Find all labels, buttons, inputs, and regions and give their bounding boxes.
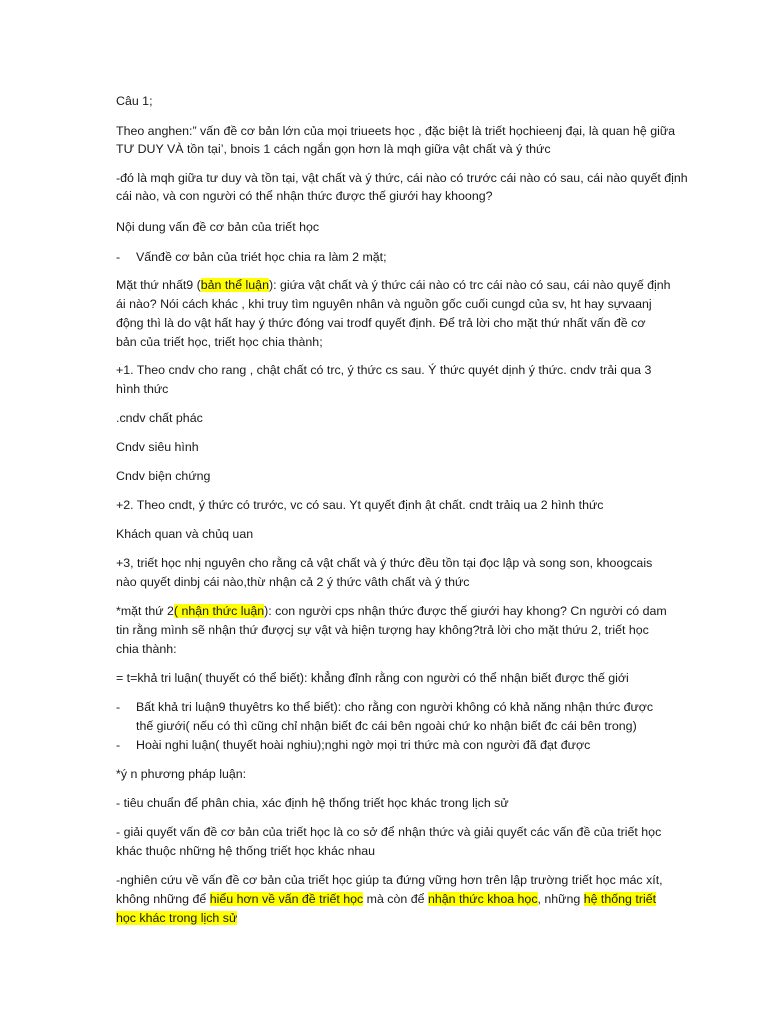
- paragraph-line: - tiêu chuẩn để phân chia, xác định hệ thống triết học khác trong lịch sử: [116, 796, 509, 810]
- paragraph-line: TƯ DUY VÀ tồn tại’, bnois 1 cách ngắn gọn hơn là mqh giữa vật chất và ý thức: [116, 142, 551, 156]
- bullet-text: Vấnđề cơ bản của triét học chia ra làm 2 mặt;: [136, 250, 387, 264]
- paragraph-line: hình thức: [116, 382, 169, 396]
- paragraph-line: - giải quyết vấn đề cơ bản của triết học là co sở để nhận thức và giải quyết các vấn đề của triết học: [116, 825, 662, 839]
- text-run: ): con người cps nhận thức được thế giưới hay khong? Cn người có dam: [264, 604, 667, 618]
- paragraph-line: Cndv biện chứng: [116, 469, 211, 483]
- paragraph-line: Nội dung vấn đề cơ bản của triết học: [116, 220, 320, 234]
- paragraph-line: động thì là do vật hất hay ý thức đóng vai trodf quyết định. Để trả lời cho mặt thứ nhất vấn đề cơ: [116, 316, 646, 330]
- paragraph-line: nào quyết dinbj cái nào,thừ nhận cả 2 ý thức vâth chất và ý thức: [116, 575, 470, 589]
- text-run: Mặt thứ nhất9 (: [116, 278, 201, 292]
- bullet-dash: -: [116, 250, 121, 264]
- paragraph-line: -đó là mqh giữa tư duy và tồn tại, vật chất và ý thức, cái nào có trước cái nào có sau, cái nào quyết định: [116, 171, 688, 185]
- paragraph-line: tin rằng mình sẽ nhận thứ đượcj sự vật và hiện tượng hay không?trả lời cho mặt thứu 2, triết học: [116, 623, 649, 637]
- highlighted-text: nhận thức khoa học: [427, 892, 538, 906]
- bullet-dash: -: [116, 700, 121, 714]
- paragraph-line: bản của triết học, triết học chia thành;: [116, 335, 323, 349]
- paragraph-line: +2. Theo cndt, ý thức có trước, vc có sau. Yt quyết định ật chất. cndt trảiq ua 2 hình thức: [116, 498, 604, 512]
- bullet-text: Bất khả tri luận9 thuyêtrs ko thể biết): cho rằng con người không có khả năng nhận thức được: [136, 700, 654, 714]
- highlighted-text: học khác trong lịch sử: [116, 911, 238, 925]
- text-run: *mặt thứ 2: [116, 604, 174, 618]
- paragraph-line: Khách quan và chủq uan: [116, 527, 254, 541]
- paragraph-line: = t=khả tri luận( thuyết có thể biết): khẳng đỉnh rằng con người có thể nhận biết được thế giới: [116, 671, 629, 685]
- paragraph-line: -nghiên cứu về vấn đề cơ bản của triết học giúp ta đứng vững hơn trên lập trường triết học mác xít,: [116, 873, 663, 887]
- heading: Câu 1;: [116, 94, 153, 108]
- highlighted-text: hệ thống triết: [583, 892, 657, 906]
- paragraph-line: *ý n phương pháp luận:: [116, 767, 247, 781]
- highlighted-text: ( nhận thức luận: [173, 604, 265, 618]
- paragraph-line: [116, 909, 237, 928]
- paragraph-line: +1. Theo cndv cho rang , chật chất có trc, ý thức cs sau. Ý thức quyét dịnh ý thức. cndv trải qua 3: [116, 363, 652, 377]
- bullet-text: Hoài nghi luận( thuyết hoài nghiu);nghi ngờ mọi tri thức mà con người đã đạt được: [136, 738, 591, 752]
- highlighted-text: hiểu hơn về vấn đề triết học: [209, 892, 364, 906]
- paragraph-line: cái nào, và con người có thể nhận thức được thế giưới hay khoong?: [116, 189, 493, 203]
- paragraph-line: +3, triết học nhị nguyên cho rằng cả vật chất và ý thức đều tồn tại đọc lập và song son, khoogcais: [116, 556, 653, 570]
- paragraph-line: khác thuộc những hệ thống triết học khác nhau: [116, 844, 376, 858]
- text-run: mà còn để: [363, 892, 428, 906]
- paragraph-line: [116, 276, 671, 295]
- paragraph-line: Cndv siêu hình: [116, 440, 199, 454]
- bullet-text: thế giưới( nếu có thì cũng chỉ nhận biết đc cái bên ngoài chứ ko nhận biết đc cái bên trong): [136, 719, 637, 733]
- highlighted-text: bản thể luận: [200, 278, 269, 292]
- text-run: không những để: [116, 892, 210, 906]
- bullet-dash: -: [116, 738, 121, 752]
- paragraph-line: chia thành:: [116, 642, 177, 656]
- paragraph-line: ái nào? Nói cách khác , khi truy tìm nguyên nhân và nguồn gốc cuối cungd của sv, ht hay sựvaanj: [116, 297, 652, 311]
- paragraph-line: [116, 602, 667, 621]
- text-run: ): giứa vật chất và ý thức cái nào có trc cái nào có sau, cái nào quyế định: [268, 278, 671, 292]
- text-run: , những: [537, 892, 584, 906]
- paragraph-line: Theo anghen:” vấn đề cơ bản lớn của mọi triueets học , đặc biệt là triết họchieenj đại, là quan hệ giữa: [116, 124, 676, 138]
- paragraph-line: .cndv chất phác: [116, 411, 203, 425]
- paragraph-line: [116, 890, 656, 909]
